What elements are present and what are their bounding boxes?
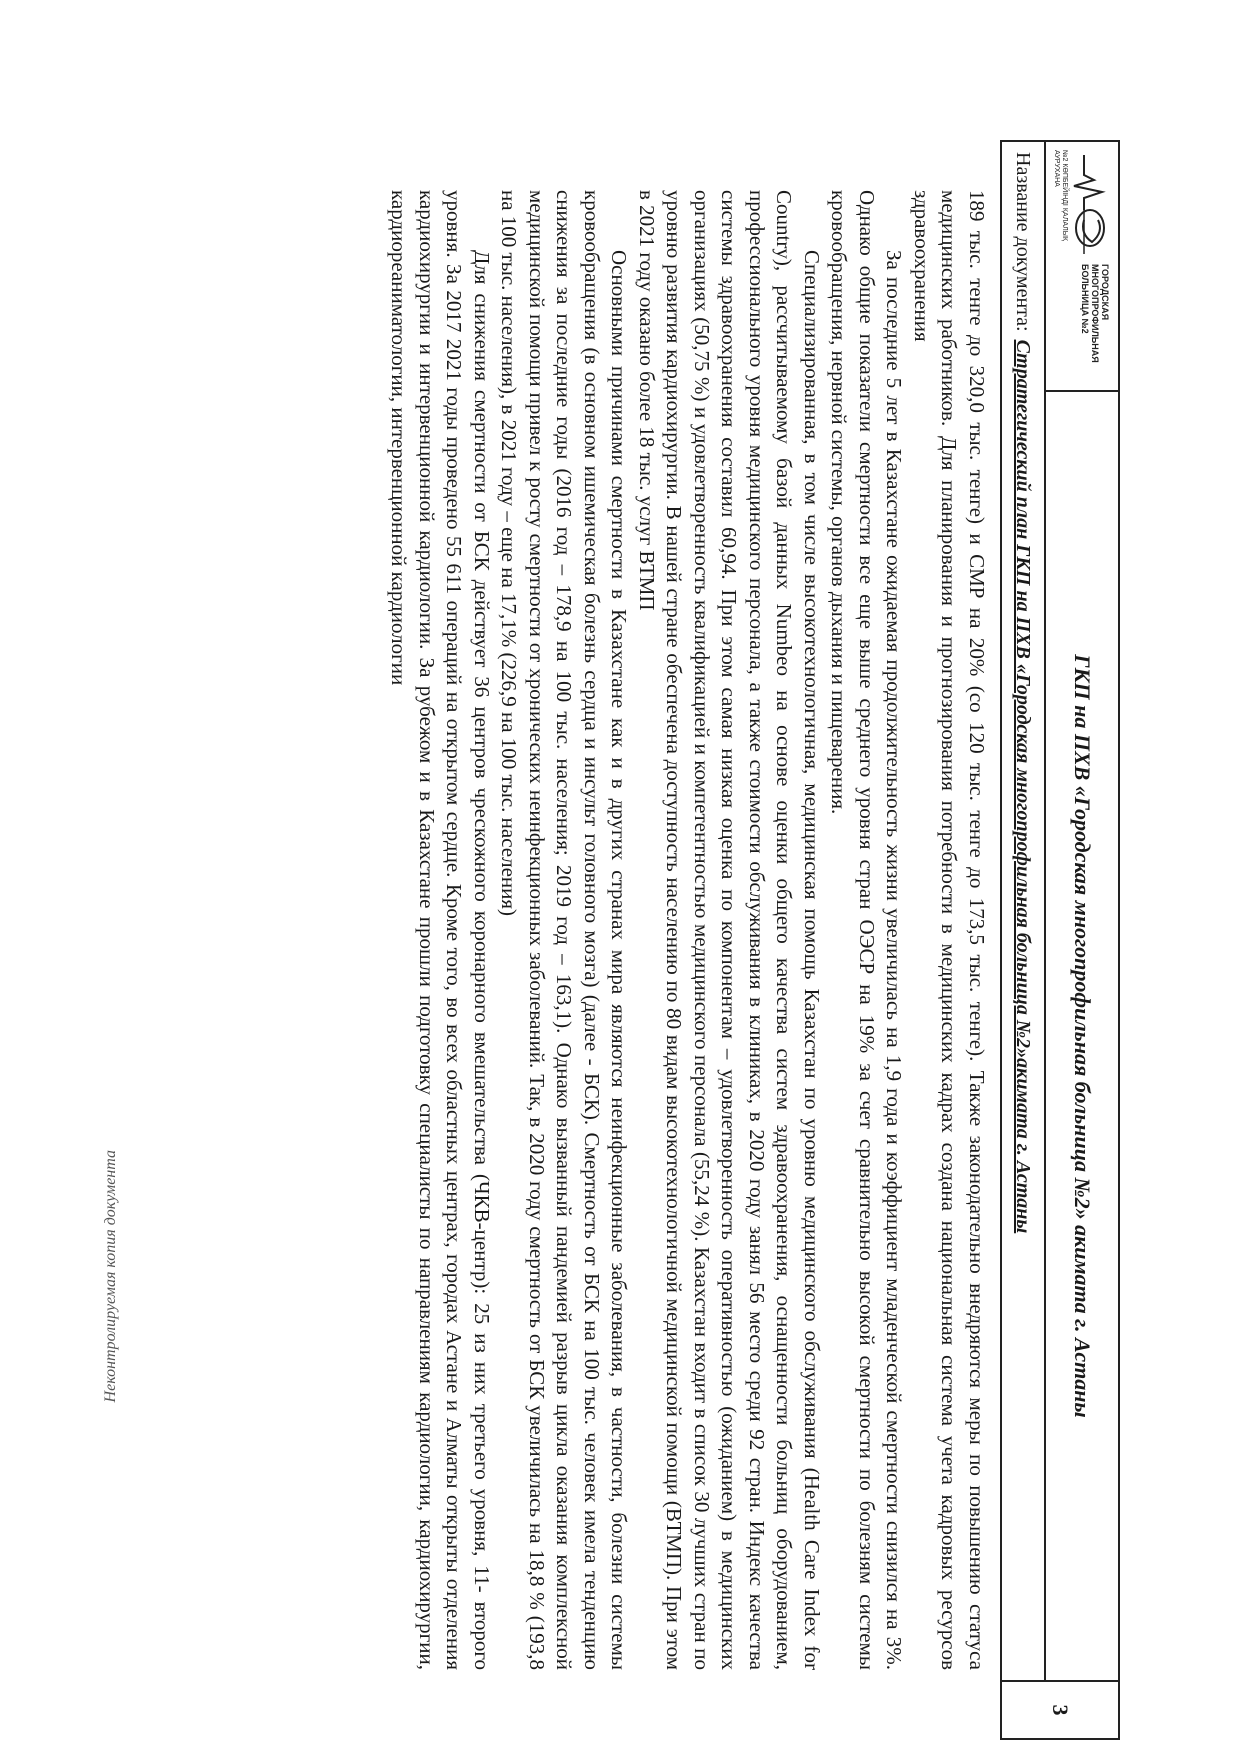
- document-name-value: Стратегический план ГКП на ПХВ «Городская многопрофильная больница №2»акимата г. Астаны: [1012, 339, 1035, 1234]
- logo-text-kz: №2 КӨПБЕЙІНДІ ҚАЛАЛЫҚ АУРУХАНА: [1053, 150, 1068, 242]
- logo-cell: [1046, 142, 1118, 392]
- document-page: [100, 140, 1120, 1740]
- logo-text: ГОРОДСКАЯ МНОГОПРОФИЛЬНАЯ БОЛЬНИЦА №2: [1080, 264, 1110, 363]
- uncontrolled-copy-footer: Неконтролируемая копия документа: [102, 1150, 119, 1403]
- paragraph: Основными причинами смертности в Казахстане как и в других странах мира являются неинфекционные заболевания, в частности, болезни системы кровообращения (в основном ишемическая болезнь сердца и инсульт головного мозга) (далее - БСК). Смертность от БСК на 100 тыс. человек имела тенденцию снижения за последние годы (2016 год – 178,9 на 100 тыс. населения; 2019 год – 163,1). Однако вызванный пандемией разрыв цикла оказания комплексной медицинской помощи привел к росту смертности от хронических неинфекционных заболеваний. Так, в 2020 году смертность от БСК увеличилась на 18,8 % (193,8 на 100 тыс. населения), в 2021 году – еще на 17,1% (226,9 на 100 тыс. населения): [497, 190, 632, 1670]
- header-title: ГКП на ПХВ «Городская многопрофильная больница №2» акимата г. Астаны: [1046, 392, 1118, 1682]
- hospital-logo-icon: [1066, 150, 1112, 260]
- document-name-label: Название документа:: [1012, 152, 1035, 332]
- paragraph: 189 тыс. тенге до 320,0 тыс. тенге) и СМР на 20% (со 120 тыс. тенге до 173,5 тыс. тенге). Также законодательно внедряются меры по повышению статуса медицинских работников. Для планирования и прогнозирования потребности в медицинских кадрах создана национальная система учета кадровых ресурсов здравоохранения: [910, 190, 989, 1670]
- document-header: [1000, 140, 1120, 1740]
- paragraph: За последние 5 лет в Казахстане ожидаемая продолжительность жизни увеличилась на 1,9 года и коэффициент младенческой смертности снизился на 3%. Однако общие показатели смертности все еще выше среднего уровня стран ОЭСР на 19% за счет сравнительно высокой смертности по болезням системы кровообращения, нервной системы, органов дыхания и пищеварения.: [827, 190, 907, 1670]
- document-body: [385, 190, 990, 1670]
- page-number: 3: [1048, 1704, 1073, 1716]
- document-name-row: [1002, 142, 1046, 1682]
- paragraph: Специализированная, в том числе высокотехнологичная, медицинская помощь Казахстан по уровню медицинского обслуживания (Health Care Index for Country), рассчитываемому базой данных Numbeo на основе оценки общего качества систем здравоохранения, оснащенности больниц оборудованием, профессионального уровня медицинского персонала, а также стоимости обслуживания в клиниках, в 2020 году занял 56 место среди 92 стран. Индекс качества системы здравоохранения составил 60,94. При этом самая низкая оценка по компонентам – удовлетворенность оперативностью (ожиданием) в медицинских организациях (50,75 %) и удовлетворенность квалификацией и компетентностью медицинского персонала (55,24 %). Казахстан входит в список 30 лучших стран по уровню развития кардиохирургии. В нашей стране обеспечена доступность населению по 80 видам высокотехнологичной медицинской помощи (ВТМП). При этом в 2021 году оказано более 18 тыс. услуг ВТМП: [635, 190, 824, 1670]
- paragraph: Для снижения смертности от БСК действует 36 центров чрескожного коронарного вмешательства (ЧКВ-центр): 25 из них третьего уровня, 11- второго уровня. За 2017 2021 годы проведено 55 611 операций на открытом сердце. Кроме того, во всех областных центрах, городах Астане и Алматы открыты отделения кардиохирургии и интервенционной кардиологии. За рубежом и в Казахстане прошли подготовку специалисты по направлениям кардиологии, кардиохирургии, кардиореаниматологии, интервенционной кардиологии: [387, 190, 494, 1670]
